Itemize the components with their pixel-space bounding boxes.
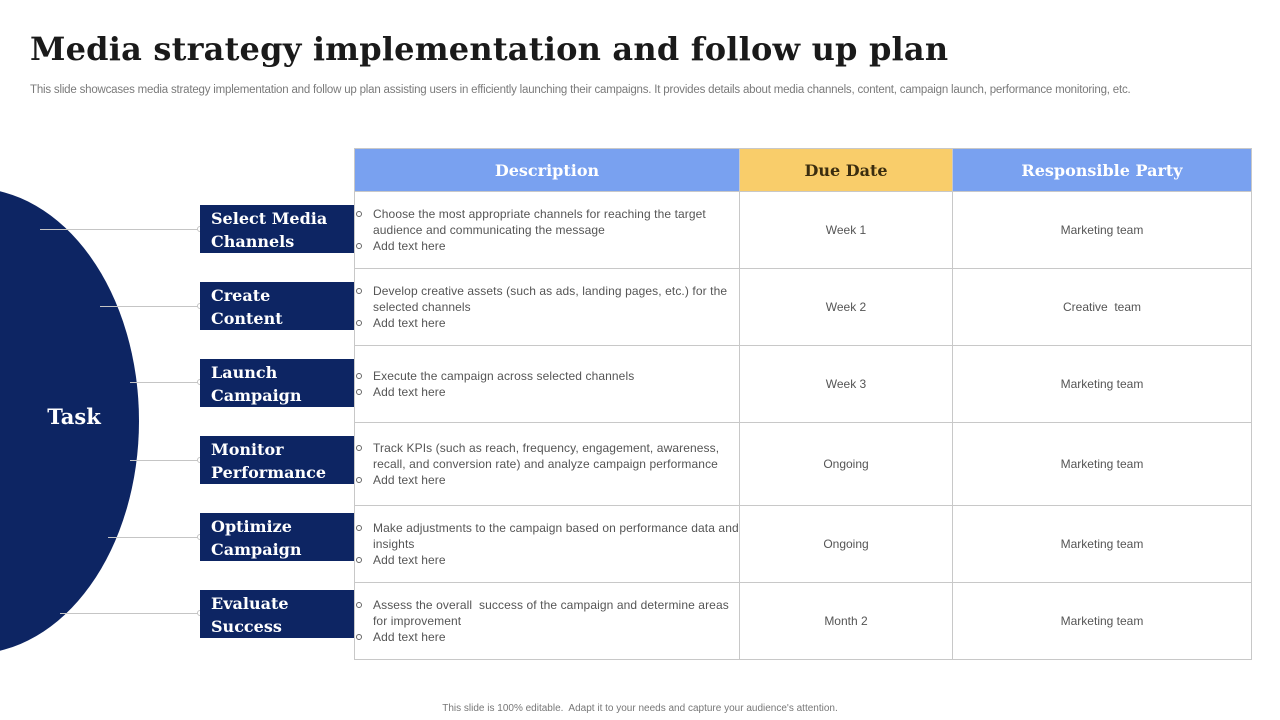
slide-subtitle: This slide showcases media strategy implementation and follow up plan assisting users in efficiently launching their campaigns. It provides details about media channels, content, campaign launch, performance monitoring, etc. xyxy=(30,84,1131,96)
bullet-item: Add text here xyxy=(355,472,739,488)
bullet-item: Add text here xyxy=(355,552,739,568)
responsible-party-cell: Marketing team xyxy=(953,583,1252,660)
connector-line xyxy=(60,613,200,614)
task-label-create-content: Create Content xyxy=(200,282,354,330)
connector-line xyxy=(100,306,200,307)
task-circle-label: Task xyxy=(47,404,101,429)
bullet-item: Add text here xyxy=(355,384,739,400)
table-row xyxy=(355,192,1252,269)
plan-table xyxy=(354,148,1252,660)
due-date-cell: Week 2 xyxy=(740,269,953,346)
table-row xyxy=(355,269,1252,346)
description-cell xyxy=(355,423,740,506)
bullet-item: Track KPIs (such as reach, frequency, engagement, awareness, recall, and conversion rate) and analyze campaign performance xyxy=(355,440,739,472)
responsible-party-cell: Marketing team xyxy=(953,346,1252,423)
responsible-party-cell: Marketing team xyxy=(953,423,1252,506)
due-date-cell: Month 2 xyxy=(740,583,953,660)
header-due-date: Due Date xyxy=(740,149,953,192)
task-label-optimize-campaign: Optimize Campaign xyxy=(200,513,354,561)
responsible-party-cell: Marketing team xyxy=(953,506,1252,583)
bullet-item: Add text here xyxy=(355,238,739,254)
bullet-item: Execute the campaign across selected channels xyxy=(355,368,739,384)
table-row xyxy=(355,583,1252,660)
task-label-monitor-performance: Monitor Performance xyxy=(200,436,354,484)
slide-title: Media strategy implementation and follow up plan xyxy=(30,30,949,68)
description-cell xyxy=(355,192,740,269)
connector-line xyxy=(130,382,200,383)
due-date-cell: Week 1 xyxy=(740,192,953,269)
connector-line xyxy=(40,229,200,230)
bullet-item: Add text here xyxy=(355,629,739,645)
description-cell xyxy=(355,346,740,423)
bullet-item: Choose the most appropriate channels for reaching the target audience and communicating the message xyxy=(355,206,739,238)
responsible-party-cell: Marketing team xyxy=(953,192,1252,269)
bullet-item: Make adjustments to the campaign based on performance data and insights xyxy=(355,520,739,552)
due-date-cell: Ongoing xyxy=(740,506,953,583)
header-description: Description xyxy=(355,149,740,192)
task-label-select-media-channels: Select Media Channels xyxy=(200,205,354,253)
table-row xyxy=(355,506,1252,583)
due-date-cell: Ongoing xyxy=(740,423,953,506)
connector-line xyxy=(108,537,200,538)
responsible-party-cell: Creative team xyxy=(953,269,1252,346)
connector-line xyxy=(130,460,200,461)
description-cell xyxy=(355,269,740,346)
table-row xyxy=(355,346,1252,423)
due-date-cell: Week 3 xyxy=(740,346,953,423)
description-cell xyxy=(355,583,740,660)
bullet-item: Add text here xyxy=(355,315,739,331)
header-responsible-party: Responsible Party xyxy=(953,149,1252,192)
task-label-evaluate-success: Evaluate Success xyxy=(200,590,354,638)
table-header-row xyxy=(355,149,1252,192)
task-label-launch-campaign: Launch Campaign xyxy=(200,359,354,407)
slide-footer: This slide is 100% editable. Adapt it to your needs and capture your audience's attention. xyxy=(442,703,838,714)
table-row xyxy=(355,423,1252,506)
bullet-item: Assess the overall success of the campaign and determine areas for improvement xyxy=(355,597,739,629)
bullet-item: Develop creative assets (such as ads, landing pages, etc.) for the selected channels xyxy=(355,283,739,315)
description-cell xyxy=(355,506,740,583)
